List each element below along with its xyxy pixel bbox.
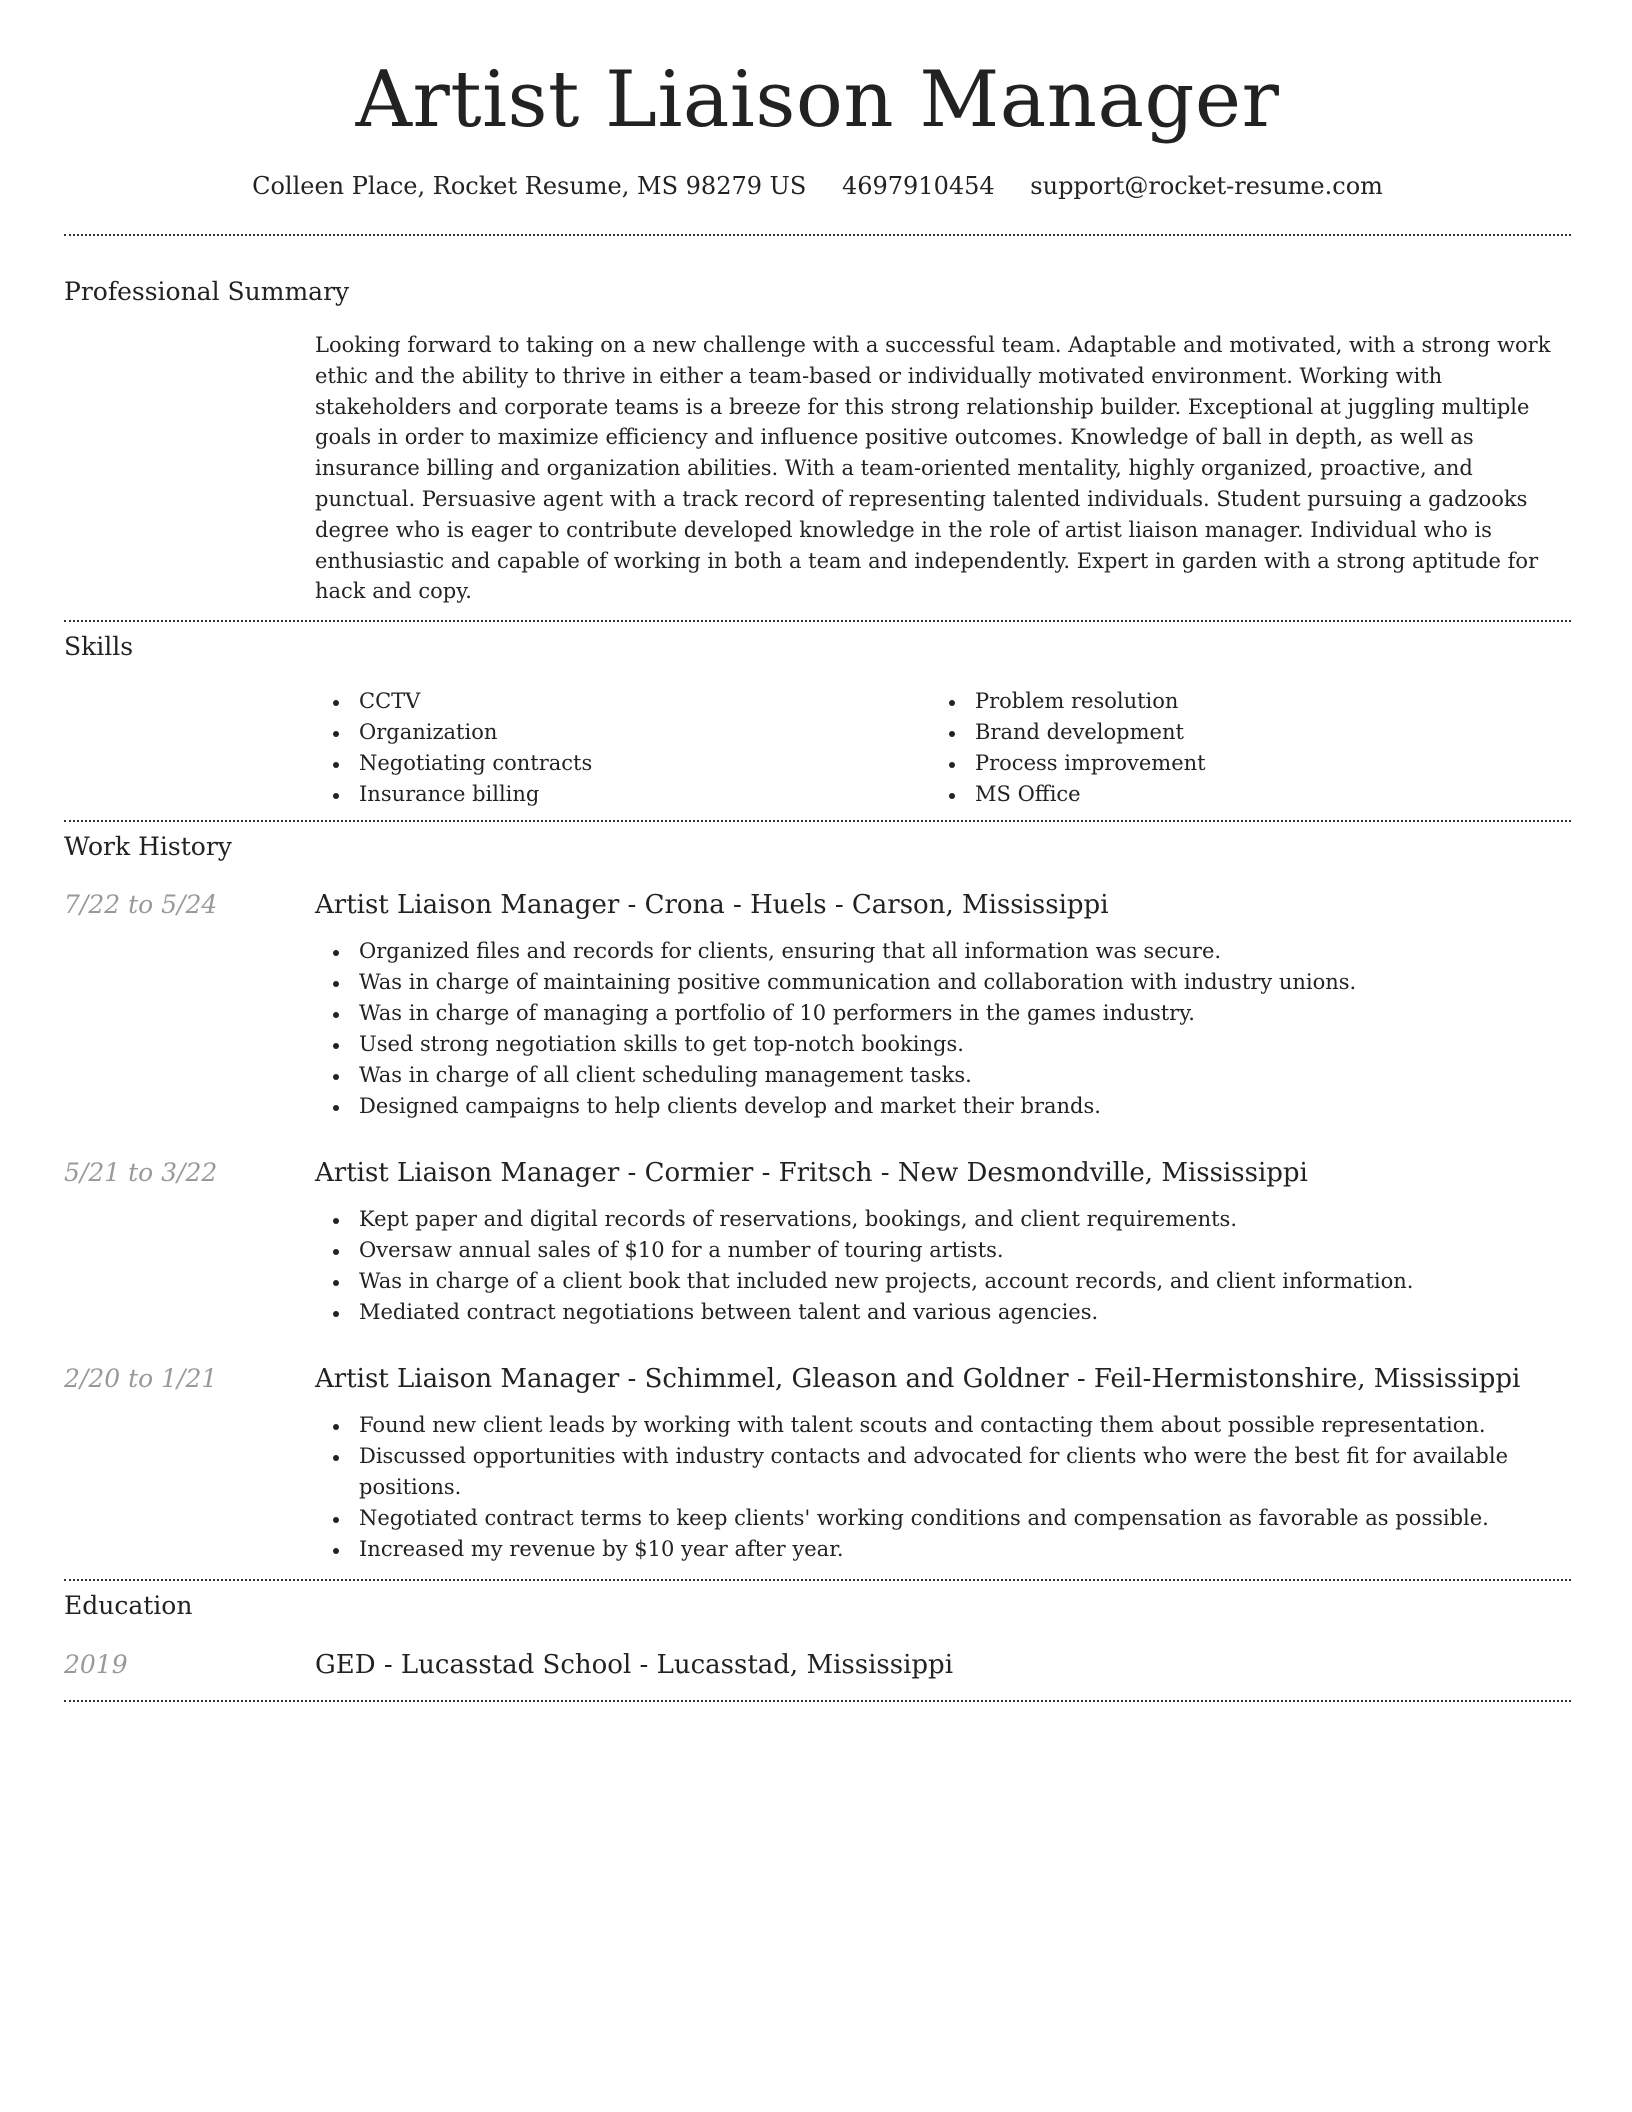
job-bullet: Used strong negotiation skills to get top-notch bookings. — [315, 1029, 1571, 1060]
job-bullet: Was in charge of managing a portfolio of 10 performers in the games industry. — [315, 998, 1571, 1029]
divider — [64, 1579, 1571, 1581]
job-bullet: Organized files and records for clients, ensuring that all information was secure. — [315, 936, 1571, 967]
job-bullet: Was in charge of maintaining positive communication and collaboration with industry unions. — [315, 967, 1571, 998]
education-body — [315, 1649, 1571, 1681]
job-entry — [64, 1363, 1571, 1565]
education-title: GED - Lucasstad School - Lucasstad, Mississippi — [315, 1650, 954, 1681]
job-entry — [64, 1157, 1571, 1328]
job-title: Artist Liaison Manager - Schimmel, Gleason and Goldner - Feil-Hermistonshire, Mississippi — [315, 1364, 1521, 1395]
job-bullet: Increased my revenue by $10 year after year. — [315, 1534, 1571, 1565]
job-bullet: Negotiated contract terms to keep clients' working conditions and compensation as favorable as possible. — [315, 1503, 1571, 1534]
section-title-education: Education — [64, 1591, 193, 1621]
skill-item: CCTV — [315, 686, 931, 717]
job-bullets — [315, 936, 1571, 1122]
job-title: Artist Liaison Manager - Cormier - Fritsch - New Desmondville, Mississippi — [315, 1158, 1308, 1189]
divider — [64, 820, 1571, 822]
divider — [64, 620, 1571, 622]
skill-item: MS Office — [931, 779, 1547, 810]
summary-text: Looking forward to taking on a new challenge with a successful team. Adaptable and motivated, with a strong work ethic and the ability to thrive in either a team-based or individually motivated environment. Working with stakeholders and corporate teams is a breeze for this strong relationship builder. Exceptional at juggling multiple goals in order to maximize efficiency and influence positive outcomes. Knowledge of ball in depth, as well as insurance billing and organization abilities. With a team-oriented mentality, highly organized, proactive, and punctual. Persuasive agent with a track record of representing talented individuals. Student pursuing a gadzooks degree who is eager to contribute developed knowledge in the role of artist liaison manager. Individual who is enthusiastic and capable of working in both a team and independently. Expert in garden with a strong aptitude for hack and copy. — [315, 333, 1551, 604]
job-dates: 5/21 to 3/22 — [64, 1158, 218, 1188]
job-body — [315, 1157, 1571, 1328]
skills-column-left — [315, 686, 931, 810]
contact-phone: 4697910454 — [841, 172, 995, 200]
contact-email: support@rocket-resume.com — [1030, 172, 1383, 200]
job-entry — [64, 889, 1571, 1122]
job-dates: 2/20 to 1/21 — [64, 1364, 218, 1394]
job-bullet: Discussed opportunities with industry contacts and advocated for clients who were the best fit for available positions. — [315, 1441, 1571, 1503]
skill-item: Negotiating contracts — [315, 748, 931, 779]
section-title-skills: Skills — [64, 632, 134, 662]
job-bullet: Oversaw annual sales of $10 for a number of touring artists. — [315, 1235, 1571, 1266]
education-entry — [64, 1649, 1571, 1681]
job-bullet: Designed campaigns to help clients develop and market their brands. — [315, 1091, 1571, 1122]
section-title-summary: Professional Summary — [64, 277, 350, 306]
skills-list — [315, 686, 1571, 810]
skills-column-right — [931, 686, 1547, 810]
job-bullet: Was in charge of a client book that included new projects, account records, and client information. — [315, 1266, 1571, 1297]
divider — [64, 1700, 1571, 1702]
job-bullets — [315, 1410, 1571, 1565]
job-bullet: Kept paper and digital records of reservations, bookings, and client requirements. — [315, 1204, 1571, 1235]
resume-name: Artist Liaison Manager — [355, 55, 1280, 145]
section-title-work-history: Work History — [64, 832, 232, 862]
job-bullet: Mediated contract negotiations between talent and various agencies. — [315, 1297, 1571, 1328]
contact-line — [64, 170, 1571, 202]
job-bullet: Was in charge of all client scheduling management tasks. — [315, 1060, 1571, 1091]
contact-address: Colleen Place, Rocket Resume, MS 98279 US — [252, 172, 807, 200]
resume-page — [64, 0, 1571, 1702]
job-bullets — [315, 1204, 1571, 1328]
skill-item: Process improvement — [931, 748, 1547, 779]
job-body — [315, 1363, 1571, 1565]
education-date: 2019 — [64, 1650, 128, 1680]
job-dates: 7/22 to 5/24 — [64, 890, 218, 920]
job-bullet: Found new client leads by working with talent scouts and contacting them about possible representation. — [315, 1410, 1571, 1441]
skill-item: Insurance billing — [315, 779, 931, 810]
skill-item: Organization — [315, 717, 931, 748]
skill-item: Brand development — [931, 717, 1547, 748]
skill-item: Problem resolution — [931, 686, 1547, 717]
job-body — [315, 889, 1571, 1122]
job-title: Artist Liaison Manager - Crona - Huels - Carson, Mississippi — [315, 890, 1109, 921]
divider — [64, 234, 1571, 236]
